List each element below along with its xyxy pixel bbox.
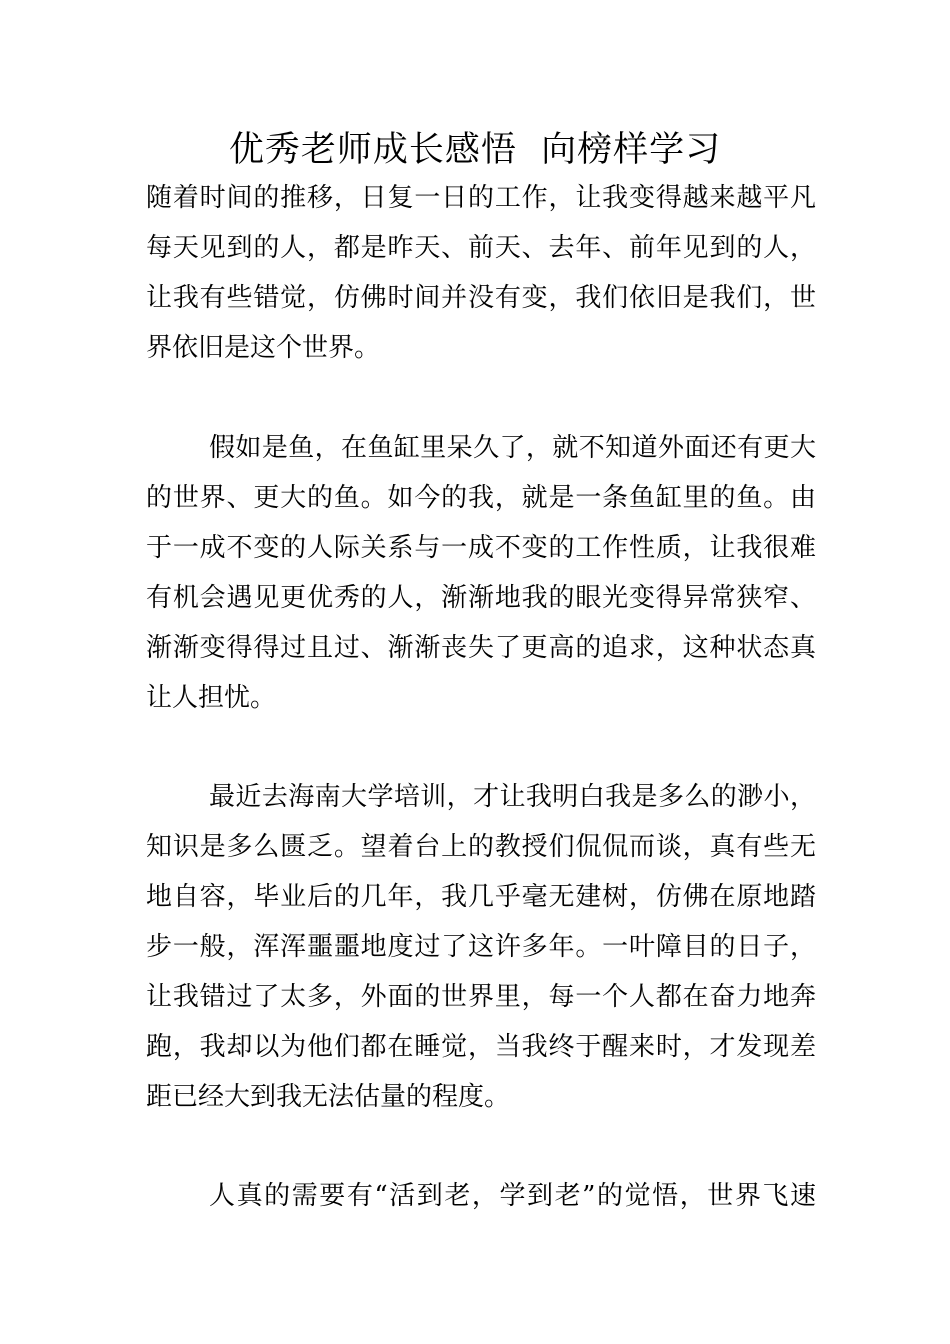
paragraph-2-line-2: 的世界、更大的鱼。如今的我，就是一条鱼缸里的鱼。由 xyxy=(146,483,816,513)
paragraph-1-line-4: 界依旧是这个世界。 xyxy=(146,333,381,363)
paragraph-2-line-5: 渐渐变得得过且过、渐渐丧失了更高的追求，这种状态真 xyxy=(146,633,816,663)
paragraph-3-line-5: 让我错过了太多，外面的世界里，每一个人都在奋力地奔 xyxy=(146,982,816,1012)
paragraph-3-line-4: 步一般，浑浑噩噩地度过了这许多年。一叶障目的日子， xyxy=(146,932,816,962)
paragraph-4-line-1: 人真的需要有“活到老，学到老”的觉悟，世界飞速 xyxy=(209,1181,816,1211)
paragraph-3-line-6: 跑，我却以为他们都在睡觉，当我终于醒来时，才发现差 xyxy=(146,1032,816,1062)
paragraph-2-line-6: 让人担忧。 xyxy=(146,683,277,713)
paragraph-2-line-3: 于一成不变的人际关系与一成不变的工作性质，让我很难 xyxy=(146,533,816,563)
paragraph-3-line-3: 地自容，毕业后的几年，我几乎毫无建树，仿佛在原地踏 xyxy=(146,882,816,912)
paragraph-3-line-2: 知识是多么匮乏。望着台上的教授们侃侃而谈，真有些无 xyxy=(146,832,816,862)
paragraph-1-line-3: 让我有些错觉，仿佛时间并没有变，我们依旧是我们，世 xyxy=(146,283,816,313)
paragraph-1-line-2: 每天见到的人，都是昨天、前天、去年、前年见到的人， xyxy=(146,233,816,263)
paragraph-3-line-7: 距已经大到我无法估量的程度。 xyxy=(146,1082,511,1112)
paragraph-3-line-1: 最近去海南大学培训，才让我明白我是多么的渺小， xyxy=(209,782,816,812)
paragraph-1-line-1: 随着时间的推移，日复一日的工作，让我变得越来越平凡 xyxy=(146,183,816,213)
paragraph-2-line-4: 有机会遇见更优秀的人，渐渐地我的眼光变得异常狭窄、 xyxy=(146,583,816,613)
paragraph-2-line-1: 假如是鱼，在鱼缸里呆久了，就不知道外面还有更大 xyxy=(209,433,816,463)
document-title: 优秀老师成长感悟 向榜样学习 xyxy=(228,130,722,170)
